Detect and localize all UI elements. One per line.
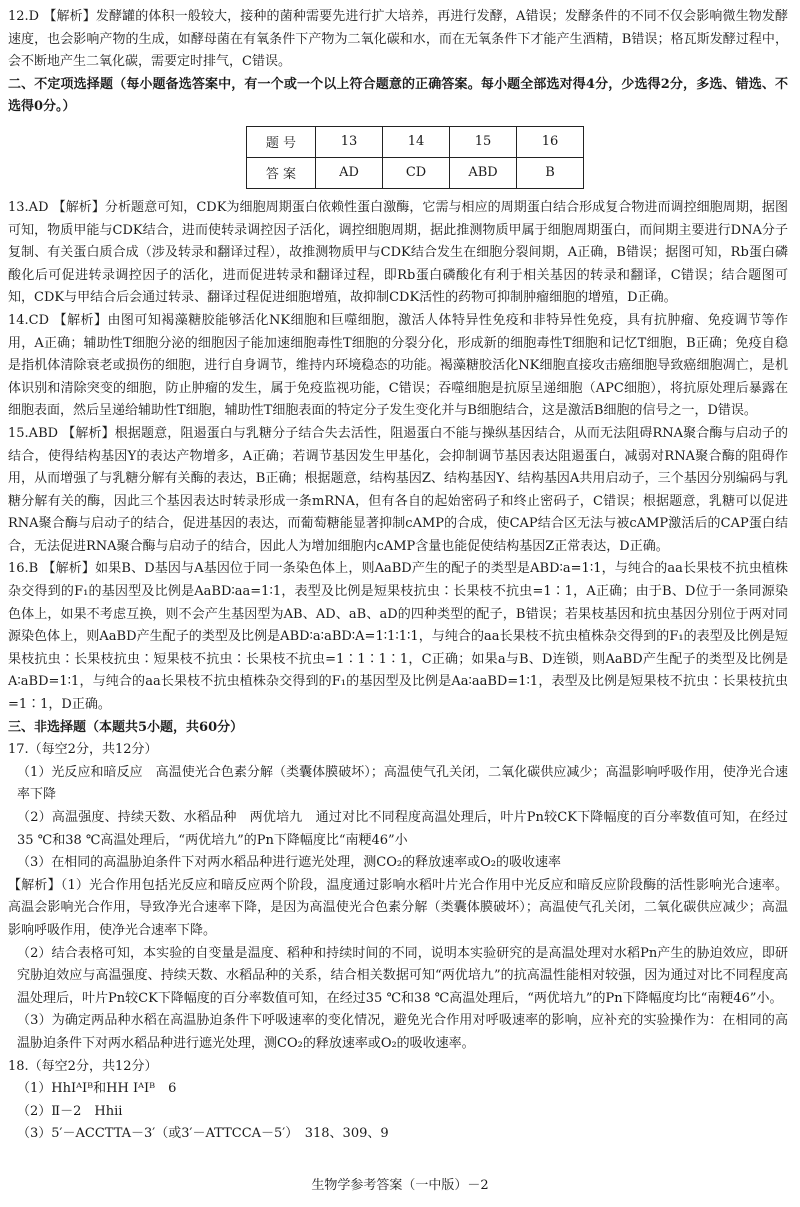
answer-14: 14.CD 【解析】由图可知褐藻糖胶能够活化NK细胞和巨噬细胞，激活人体特异性免疫和非特异性免疫，具有抗肿瘤、免疫调节等作用，A正确；辅助性T细胞分泌的细胞因子能加速细胞毒性T细胞的分裂分化，形成新的细胞毒性T细胞和记忆T细胞，B正确；免疫自稳是指机体清除衰老或损伤的细胞，进行自身调节，维持内环境稳态的功能。褐藻糖胶活化NK细胞直接攻击癌细胞导致癌细胞凋亡，是机体识别和清除突变的细胞，防止肿瘤的发生，属于免疫监视功能，C错误；吞噬细胞是抗原呈递细胞（APC细胞），将抗原处理后暴露在细胞表面，然后呈递给辅助性T细胞，辅助性T细胞表面的特定分子发生变化并与B细胞结合，这是激活B细胞的信号之一，D错误。	[8, 312, 788, 419]
q17-answer-1: （1）光反应和暗反应 高温使光合色素分解（类囊体膜破坏）；高温使气孔关闭，二氧化碳供应减少；高温影响呼吸作用，使净光合速率下降	[17, 764, 788, 803]
q17-explanation-3: （3）为确定两品种水稻在高温胁迫条件下呼吸速率的变化情况，避免光合作用对呼吸速率的影响，应补充的实验操作为：在相同的高温胁迫条件下对两水稻品种进行遮光处理，测CO₂的释放速率或O₂的吸收速率。	[17, 1013, 788, 1051]
table-cell: 16	[517, 126, 584, 157]
table-header-answer: 答 案	[247, 157, 316, 188]
q18-heading: 18.（每空2分，共12分）	[8, 1058, 158, 1074]
q18-answer-2: （2）Ⅱ－2 Hhii	[17, 1103, 123, 1119]
table-cell: AD	[316, 157, 383, 188]
answer-page	[8, 6, 788, 1146]
answer-13: 13.AD 【解析】分析题意可知，CDK为细胞周期蛋白依赖性蛋白激酶，它需与相应的周期蛋白结合形成复合物进而调控细胞周期，据图可知，物质甲能与CDK结合，进而使转录调控因子活化，调控细胞周期，据此推测物质甲属于细胞周期蛋白，而间期主要进行DNA分子复制、有关蛋白质合成（涉及转录和翻译过程），故推测物质甲与CDK结合发生在细胞分裂间期，A正确，B错误；据图可知，Rb蛋白磷酸化后可促进转录调控因子的活化，进而促进转录和翻译过程，即Rb蛋白磷酸化有利于相关基因的转录和翻译，C错误；结合题图可知，CDK与甲结合后会通过转录、翻译过程促进细胞增殖，故抑制CDK活性的药物可抑制肿瘤细胞的增殖，D正确。	[8, 199, 788, 306]
answer-12: 12.D 【解析】发酵罐的体积一般较大，接种的菌种需要先进行扩大培养，再进行发酵，A错误；发酵条件的不同不仅会影响微生物发酵速度，也会影响产物的生成，如酵母菌在有氧条件下产物为二氧化碳和水，而在无氧条件下才能产生酒精，B错误；格瓦斯发酵过程中，会不断地产生二氧化碳，需要定时排气，C错误。	[8, 9, 788, 70]
answer-15: 15.ABD 【解析】根据题意，阻遏蛋白与乳糖分子结合失去活性，阻遏蛋白不能与操纵基因结合，从而无法阻碍RNA聚合酶与启动子的结合，使得结构基因Y的表达产物增多，A正确；若调节基因发生甲基化，会抑制调节基因表达阻遏蛋白，减弱对RNA聚合酶的阻碍作用，从而增强了与乳糖分解有关酶的表达，B正确；根据题意，结构基因Z、结构基因Y、结构基因A共用启动子，三个基因分别编码与乳糖分解有关的酶，因此三个基因表达时转录形成一条mRNA，但有各自的起始密码子和终止密码子，C错误；根据题意，乳糖可以促进RNA聚合酶与启动子的结合，促进基因的表达，而葡萄糖能显著抑制cAMP的合成，使CAP结合区无法与被cAMP激活后的CAP蛋白结合，无法促进RNA聚合酶与启动子的结合，因此人为增加细胞内cAMP含量也能促使结构基因Z正常表达，D正确。	[8, 425, 788, 554]
answer-table	[246, 126, 584, 189]
table-cell: CD	[383, 157, 450, 188]
table-row	[247, 157, 584, 188]
q17-explanation-1: 【解析】（1）光合作用包括光反应和暗反应两个阶段，温度通过影响水稻叶片光合作用中光反应和暗反应阶段酶的活性影响光合速率。高温会影响光合作用，导致净光合速率下降，是因为高温使光合色素分解（类囊体膜破坏）；高温使气孔关闭，二氧化碳供应减少；高温影响呼吸作用，使净光合速率下降。	[8, 877, 788, 938]
table-cell: ABD	[450, 157, 517, 188]
table-cell: 15	[450, 126, 517, 157]
table-cell: 13	[316, 126, 383, 157]
table-header-number: 题 号	[247, 126, 316, 157]
section-3-heading: 三、非选择题（本题共5小题，共60分）	[8, 719, 244, 735]
answer-16: 16.B 【解析】如果B、D基因与A基因位于同一条染色体上，则AaBD产生的配子的类型是ABD∶a=1∶1，与纯合的aa长果枝不抗虫植株杂交得到的F₁的基因型及比例是AaBD∶aa=1∶1，表型及比例是短果枝抗虫∶长果枝不抗虫=1∶1，A正确；由于B、D位于一条同源染色体上，如果不考虑互换，则不会产生基因型为AB、AD、aB、aD的四种类型的配子，B错误；若果枝基因和抗虫基因分别位于两对同源染色体上，则AaBD产生配子的类型及比例是ABD∶a∶aBD∶A=1∶1∶1∶1，与纯合的aa长果枝不抗虫植株杂交得到的F₁的表型及比例是短果枝抗虫∶长果枝抗虫∶短果枝不抗虫∶长果枝不抗虫=1∶1∶1∶1，C正确；如果a与B、D连锁，则AaBD产生配子的类型及比例是A∶aBD=1∶1，与纯合的aa长果枝不抗虫植株杂交得到的F₁的基因型及比例是Aa∶aaBD=1∶1，表型及比例是短果枝不抗虫∶长果枝抗虫=1∶1，D正确。	[8, 561, 788, 713]
q17-answer-2: （2）高温强度、持续天数、水稻品种 两优培九 通过对比不同程度高温处理后，叶片Pn较CK下降幅度的百分率数值可知，在经过35 ℃和38 ℃高温处理后，“两优培九”的Pn下降幅度比“南粳46”小	[17, 810, 788, 848]
section-2-heading: 二、不定项选择题（每小题备选答案中，有一个或一个以上符合题意的正确答案。每小题全部选对得4分，少选得2分，多选、错选、不选得0分。）	[8, 76, 788, 115]
table-row	[247, 126, 584, 157]
q18-answer-3: （3）5′－ACCTTA－3′（或3′－ATTCCA－5′） 318、309、9	[17, 1126, 389, 1142]
page-footer: 生物学参考答案（一中版）－2	[311, 1178, 489, 1193]
q17-answer-3: （3）在相同的高温胁迫条件下对两水稻品种进行遮光处理，测CO₂的释放速率或O₂的吸收速率	[17, 855, 561, 871]
q17-heading: 17.（每空2分，共12分）	[8, 742, 158, 758]
q18-answer-1: （1）HhIᴬIᴮ和HH IᴬIᴮ 6	[17, 1081, 177, 1097]
table-cell: 14	[383, 126, 450, 157]
q17-explanation-2: （2）结合表格可知，本实验的自变量是温度、稻种和持续时间的不同，说明本实验研究的是高温处理对水稻Pn产生的胁迫效应，即研究胁迫效应与高温强度、持续天数、水稻品种的关系，结合相关数据可知“两优培九”的抗高温性能相对较强，因为通过对比不同程度高温处理后，叶片Pn较CK下降幅度的百分率数值可知，在经过35 ℃和38 ℃高温处理后，“两优培九”的Pn下降幅度均比“南粳46”小。	[17, 945, 788, 1006]
table-cell: B	[517, 157, 584, 188]
